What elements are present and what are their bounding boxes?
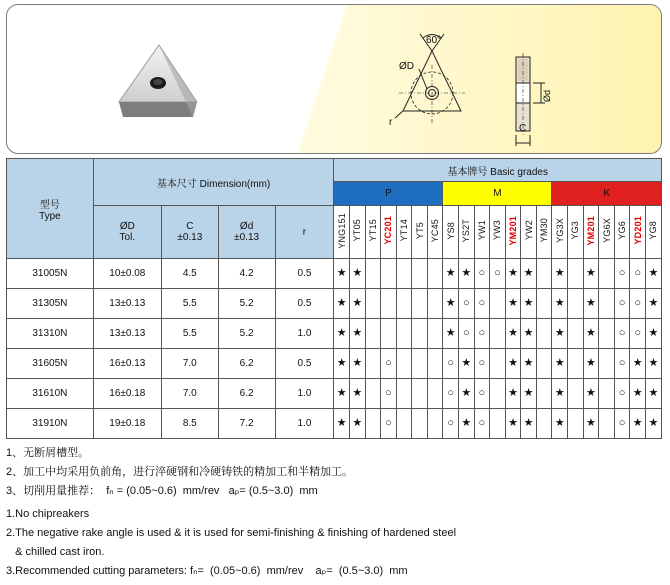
grade-mark-cell: ★ — [583, 379, 599, 409]
grade-mark-cell: ★ — [459, 349, 475, 379]
insert-illustration — [119, 45, 197, 117]
grade-mark-cell: ★ — [552, 409, 568, 439]
spec-table — [6, 158, 662, 439]
grade-mark-cell: ○ — [474, 259, 490, 289]
grade-header: YS8 — [443, 206, 459, 259]
grade-mark-cell — [412, 319, 428, 349]
notes — [6, 444, 656, 581]
grade-mark-cell: ★ — [645, 349, 661, 379]
grade-mark-cell: ○ — [381, 409, 397, 439]
dimension-cell: 0.5 — [275, 259, 334, 289]
grade-mark-cell: ★ — [552, 259, 568, 289]
type-cell: 31305N — [7, 289, 94, 319]
grade-header: YW2 — [521, 206, 537, 259]
grade-mark-cell — [599, 379, 615, 409]
type-cell: 31310N — [7, 319, 94, 349]
grade-mark-cell: ○ — [630, 259, 646, 289]
grade-mark-cell — [568, 349, 584, 379]
grade-mark-cell — [568, 379, 584, 409]
grade-header: YT05 — [349, 206, 365, 259]
grade-mark-cell: ★ — [552, 349, 568, 379]
grade-mark-cell: ★ — [349, 379, 365, 409]
grade-mark-cell — [412, 409, 428, 439]
product-banner — [6, 4, 662, 154]
note-en-3: & chilled cast iron. — [6, 546, 105, 558]
dia-label: ØD — [399, 61, 414, 72]
grade-mark-cell: ★ — [443, 259, 459, 289]
grade-mark-cell — [365, 289, 381, 319]
grade-header: YG6X — [599, 206, 615, 259]
grade-mark-cell — [365, 259, 381, 289]
grade-header: YG3 — [568, 206, 584, 259]
grade-mark-cell: ★ — [521, 409, 537, 439]
grade-mark-cell — [490, 349, 506, 379]
grade-header: YT5 — [412, 206, 428, 259]
grade-mark-cell: ★ — [505, 409, 521, 439]
grade-mark-cell: ★ — [349, 289, 365, 319]
grade-mark-cell: ○ — [630, 289, 646, 319]
grade-mark-cell — [568, 289, 584, 319]
dimension-cell: 5.5 — [161, 319, 218, 349]
grade-mark-cell: ○ — [474, 319, 490, 349]
grade-mark-cell — [599, 289, 615, 319]
grade-mark-cell: ★ — [505, 349, 521, 379]
table-row — [7, 409, 662, 439]
grade-mark-cell — [412, 379, 428, 409]
grade-mark-cell: ○ — [614, 259, 630, 289]
grade-mark-cell: ★ — [521, 259, 537, 289]
banner-graphic — [7, 5, 662, 154]
grade-mark-cell: ★ — [505, 289, 521, 319]
grade-mark-cell: ★ — [334, 349, 350, 379]
grade-mark-cell — [427, 349, 443, 379]
grade-mark-cell: ○ — [614, 349, 630, 379]
dimension-cell: 13±0.13 — [93, 319, 161, 349]
grade-mark-cell: ○ — [381, 349, 397, 379]
grade-mark-cell: ★ — [443, 289, 459, 319]
grade-mark-cell: ★ — [521, 379, 537, 409]
grade-header: YG3X — [552, 206, 568, 259]
grade-mark-cell: ○ — [474, 289, 490, 319]
grade-mark-cell — [536, 349, 552, 379]
grade-mark-cell: ○ — [443, 379, 459, 409]
grade-mark-cell — [365, 379, 381, 409]
note-cn-1: 1、无断屑槽型。 — [6, 447, 90, 459]
type-cell: 31605N — [7, 349, 94, 379]
note-en-4: 3.Recommended cutting parameters: fₙ= (0.05~0.6) mm/rev aₚ= (0.5~3.0) mm — [6, 565, 408, 577]
table-row — [7, 319, 662, 349]
dimension-cell: 1.0 — [275, 379, 334, 409]
grade-mark-cell: ○ — [614, 409, 630, 439]
grade-header: YW3 — [490, 206, 506, 259]
angle-label: 60° — [426, 35, 442, 46]
grade-mark-cell — [568, 409, 584, 439]
type-cell: 31005N — [7, 259, 94, 289]
grade-header: YM201 — [583, 206, 599, 259]
grade-mark-cell: ★ — [521, 289, 537, 319]
grade-mark-cell: ○ — [381, 379, 397, 409]
note-cn-2: 2、加工中均采用负前角，进行淬硬钢和冷硬铸铁的精加工和半精加工。 — [6, 466, 354, 478]
grade-mark-cell — [427, 259, 443, 289]
grade-mark-cell — [365, 349, 381, 379]
grade-mark-cell: ○ — [459, 319, 475, 349]
grade-mark-cell — [536, 319, 552, 349]
grade-header: YM201 — [505, 206, 521, 259]
grade-mark-cell: ★ — [334, 379, 350, 409]
thickness-label: C — [519, 123, 527, 134]
grade-mark-cell — [412, 259, 428, 289]
grade-mark-cell: ★ — [459, 379, 475, 409]
grade-mark-cell: ○ — [490, 259, 506, 289]
note-en-2: 2.The negative rake angle is used & it is used for semi-finishing & finishing of hardened steel — [6, 527, 457, 539]
grade-mark-cell — [396, 319, 412, 349]
grade-header: YC45 — [427, 206, 443, 259]
dimension-cell: 19±0.18 — [93, 409, 161, 439]
grade-mark-cell: ★ — [552, 289, 568, 319]
note-en-1: 1.No chipreakers — [6, 508, 90, 520]
dim-col-header: ØD Tol. — [93, 206, 161, 259]
grade-mark-cell: ★ — [334, 259, 350, 289]
grade-mark-cell: ★ — [334, 319, 350, 349]
dim-col-header: C ±0.13 — [161, 206, 218, 259]
grade-mark-cell: ★ — [505, 379, 521, 409]
grade-header: YT15 — [365, 206, 381, 259]
table-row — [7, 289, 662, 319]
table-row — [7, 349, 662, 379]
grade-mark-cell: ★ — [583, 289, 599, 319]
grade-mark-cell — [536, 409, 552, 439]
grade-header: YC201 — [381, 206, 397, 259]
grade-header: YM30 — [536, 206, 552, 259]
grade-header: YT14 — [396, 206, 412, 259]
grade-mark-cell: ★ — [459, 259, 475, 289]
grade-mark-cell — [536, 289, 552, 319]
dim-col-header: r — [275, 206, 334, 259]
type-header: 型号 Type — [7, 159, 94, 259]
dimension-cell: 16±0.18 — [93, 379, 161, 409]
dimension-cell: 0.5 — [275, 289, 334, 319]
group-p: P — [334, 182, 443, 206]
dimension-header: 基本尺寸 Dimension(mm) — [93, 159, 334, 206]
dim-col-header: Ød ±0.13 — [218, 206, 275, 259]
grade-mark-cell — [365, 319, 381, 349]
grade-mark-cell: ○ — [474, 409, 490, 439]
type-cell: 31910N — [7, 409, 94, 439]
dimension-cell: 16±0.13 — [93, 349, 161, 379]
grade-mark-cell: ★ — [521, 319, 537, 349]
dimension-cell: 1.0 — [275, 409, 334, 439]
grade-mark-cell: ★ — [505, 259, 521, 289]
grade-mark-cell: ★ — [552, 319, 568, 349]
dimension-cell: 4.5 — [161, 259, 218, 289]
grade-mark-cell — [381, 259, 397, 289]
type-cell: 31610N — [7, 379, 94, 409]
grade-mark-cell — [381, 289, 397, 319]
grade-mark-cell: ★ — [349, 259, 365, 289]
grade-mark-cell: ★ — [349, 349, 365, 379]
group-k: K — [552, 182, 662, 206]
grade-mark-cell — [536, 259, 552, 289]
grade-mark-cell — [427, 379, 443, 409]
dimension-cell: 5.5 — [161, 289, 218, 319]
dimension-cell: 13±0.13 — [93, 289, 161, 319]
grade-header: YG8 — [645, 206, 661, 259]
grade-mark-cell: ★ — [645, 259, 661, 289]
grade-mark-cell — [396, 349, 412, 379]
grade-mark-cell — [490, 319, 506, 349]
grade-mark-cell: ★ — [583, 319, 599, 349]
grade-mark-cell — [599, 349, 615, 379]
grade-mark-cell: ★ — [645, 409, 661, 439]
grade-mark-cell: ★ — [583, 349, 599, 379]
grade-mark-cell: ★ — [334, 409, 350, 439]
grade-mark-cell: ★ — [630, 379, 646, 409]
grade-header: YNG151 — [334, 206, 350, 259]
grade-mark-cell — [599, 259, 615, 289]
grade-mark-cell: ★ — [645, 319, 661, 349]
grade-mark-cell — [365, 409, 381, 439]
grade-mark-cell: ★ — [645, 289, 661, 319]
grade-header: YS2T — [459, 206, 475, 259]
grade-mark-cell — [427, 319, 443, 349]
grade-mark-cell: ○ — [474, 379, 490, 409]
grade-mark-cell — [412, 349, 428, 379]
grade-mark-cell — [412, 289, 428, 319]
grade-mark-cell: ○ — [614, 289, 630, 319]
grades-header: 基本牌号 Basic grades — [334, 159, 662, 182]
grade-mark-cell — [396, 409, 412, 439]
grade-mark-cell: ★ — [521, 349, 537, 379]
table-row — [7, 379, 662, 409]
grade-mark-cell: ○ — [443, 349, 459, 379]
grade-mark-cell — [490, 289, 506, 319]
table-row — [7, 259, 662, 289]
grade-mark-cell: ★ — [349, 319, 365, 349]
grade-mark-cell: ★ — [459, 409, 475, 439]
grade-mark-cell — [381, 319, 397, 349]
grade-mark-cell — [599, 319, 615, 349]
radius-label: r — [389, 117, 393, 128]
grade-mark-cell: ★ — [552, 379, 568, 409]
grade-mark-cell — [427, 409, 443, 439]
grade-mark-cell: ★ — [443, 319, 459, 349]
grade-mark-cell — [396, 289, 412, 319]
grade-mark-cell — [490, 379, 506, 409]
grade-mark-cell: ★ — [334, 289, 350, 319]
dimension-cell: 10±0.08 — [93, 259, 161, 289]
bore-label: Ød — [542, 89, 552, 102]
grade-mark-cell: ○ — [443, 409, 459, 439]
group-m: M — [443, 182, 552, 206]
grade-mark-cell: ○ — [614, 379, 630, 409]
dimension-cell: 8.5 — [161, 409, 218, 439]
grade-mark-cell: ★ — [349, 409, 365, 439]
grade-mark-cell — [490, 409, 506, 439]
note-cn-3: 3、切削用量推荐： fₙ = (0.05~0.6) mm/rev aₚ= (0.5~3.0) mm — [6, 485, 318, 497]
grade-mark-cell: ○ — [459, 289, 475, 319]
dimension-cell: 4.2 — [218, 259, 275, 289]
grade-mark-cell: ★ — [630, 409, 646, 439]
grade-header: YD201 — [630, 206, 646, 259]
dimension-cell: 5.2 — [218, 319, 275, 349]
grade-mark-cell — [599, 409, 615, 439]
grade-mark-cell: ★ — [583, 259, 599, 289]
dimension-cell: 7.2 — [218, 409, 275, 439]
grade-mark-cell: ★ — [505, 319, 521, 349]
dimension-cell: 1.0 — [275, 319, 334, 349]
grade-mark-cell: ○ — [614, 319, 630, 349]
grade-mark-cell — [568, 319, 584, 349]
grade-mark-cell: ★ — [583, 409, 599, 439]
dimension-cell: 0.5 — [275, 349, 334, 379]
grade-mark-cell — [396, 379, 412, 409]
grade-mark-cell — [536, 379, 552, 409]
dimension-cell: 7.0 — [161, 349, 218, 379]
grade-mark-cell: ○ — [630, 319, 646, 349]
grade-mark-cell: ○ — [474, 349, 490, 379]
grade-header: YG6 — [614, 206, 630, 259]
dimension-cell: 7.0 — [161, 379, 218, 409]
dimension-cell: 5.2 — [218, 289, 275, 319]
grade-mark-cell: ★ — [645, 379, 661, 409]
dimension-cell: 6.2 — [218, 349, 275, 379]
grade-mark-cell: ★ — [630, 349, 646, 379]
grade-mark-cell — [568, 259, 584, 289]
grade-mark-cell — [427, 289, 443, 319]
dimension-cell: 6.2 — [218, 379, 275, 409]
grade-mark-cell — [396, 259, 412, 289]
grade-header: YW1 — [474, 206, 490, 259]
